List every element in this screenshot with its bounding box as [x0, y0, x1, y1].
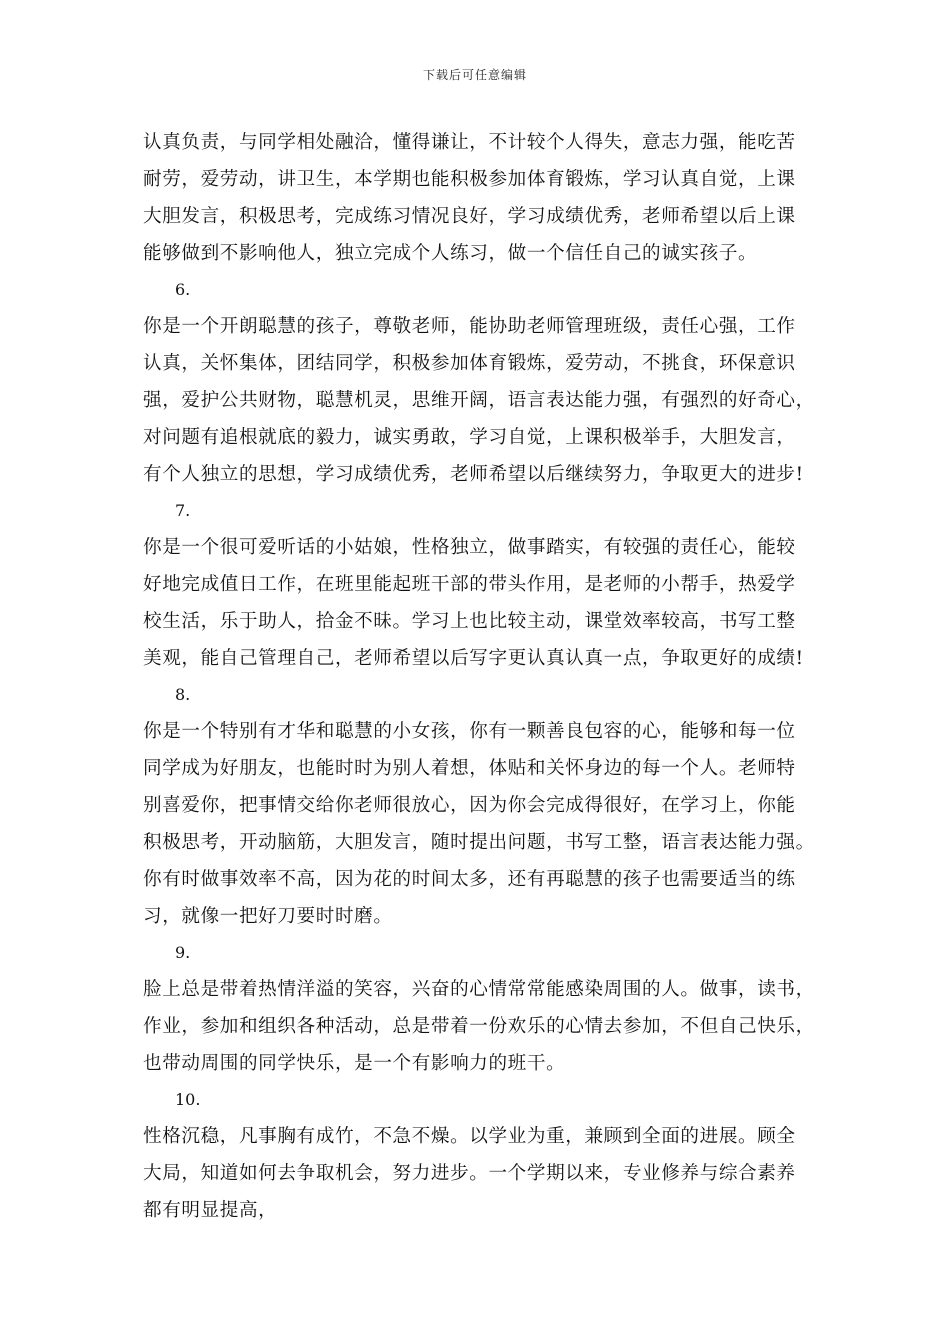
paragraph-line: 你是一个特别有才华和聪慧的小女孩，你有一颗善良包容的心，能够和每一位 — [143, 721, 796, 742]
paragraph-line: 别喜爱你，把事情交给你老师很放心，因为你会完成得很好，在学习上，你能 — [143, 795, 796, 816]
paragraph-line: 耐劳，爱劳动，讲卫生，本学期也能积极参加体育锻炼，学习认真自觉，上课 — [143, 169, 796, 190]
paragraph-line: 积极思考，开动脑筋，大胆发言，随时提出问题，书写工整，语言表达能力强。 — [143, 832, 815, 853]
paragraph-line: 习，就像一把好刀要时时磨。 — [143, 906, 393, 927]
paragraph-line: 同学成为好朋友，也能时时为别人着想，体贴和关怀身边的每一个人。老师特 — [143, 758, 796, 779]
paragraph-line: 能够做到不影响他人，独立完成个人练习，做一个信任自己的诚实孩子。 — [143, 243, 758, 264]
paragraph-line: 都有明显提高， — [143, 1200, 278, 1221]
item-number: 8. — [175, 685, 191, 704]
paragraph-line: 脸上总是带着热情洋溢的笑容，兴奋的心情常常能感染周围的人。做事，读书， — [143, 979, 815, 1000]
paragraph-line: 认真负责，与同学相处融洽，懂得谦让，不计较个人得失，意志力强，能吃苦 — [143, 132, 796, 153]
paragraph-line: 性格沉稳，凡事胸有成竹，不急不燥。以学业为重，兼顾到全面的进展。顾全 — [143, 1126, 796, 1147]
paragraph-line: 也带动周围的同学快乐，是一个有影响力的班干。 — [143, 1053, 566, 1074]
paragraph-line: 作业，参加和组织各种活动，总是带着一份欢乐的心情去参加，不但自己快乐， — [143, 1016, 815, 1037]
item-number: 10. — [175, 1090, 201, 1109]
paragraph-line: 大局，知道如何去争取机会，努力进步。一个学期以来，专业修养与综合素养 — [143, 1163, 796, 1184]
item-number: 6. — [175, 280, 191, 299]
paragraph-line: 校生活，乐于助人，拾金不昧。学习上也比较主动，课堂效率较高，书写工整 — [143, 611, 796, 632]
paragraph-line: 你是一个开朗聪慧的孩子，尊敬老师，能协助老师管理班级，责任心强，工作 — [143, 316, 796, 337]
paragraph-line: 强，爱护公共财物，聪慧机灵，思维开阔，语言表达能力强，有强烈的好奇心， — [143, 390, 815, 411]
item-number: 7. — [175, 501, 191, 520]
item-number: 9. — [175, 943, 191, 962]
paragraph-line: 好地完成值日工作，在班里能起班干部的带头作用，是老师的小帮手，热爱学 — [143, 574, 796, 595]
paragraph-line: 美观，能自己管理自己，老师希望以后写字更认真认真一点，争取更好的成绩! — [143, 648, 804, 669]
page-header-note: 下载后可任意编辑 — [422, 68, 527, 82]
paragraph-line: 你是一个很可爱听话的小姑娘，性格独立，做事踏实，有较强的责任心，能较 — [143, 537, 796, 558]
paragraph-line: 有个人独立的思想，学习成绩优秀，老师希望以后继续努力，争取更大的进步! — [143, 464, 804, 485]
paragraph-line: 你有时做事效率不高，因为花的时间太多，还有再聪慧的孩子也需要适当的练 — [143, 869, 796, 890]
document-body — [143, 124, 823, 1229]
paragraph-line: 对问题有追根就底的毅力，诚实勇敢，学习自觉，上课积极举手，大胆发言， — [143, 427, 796, 448]
paragraph-line: 大胆发言，积极思考，完成练习情况良好，学习成绩优秀，老师希望以后上课 — [143, 206, 796, 227]
paragraph-line: 认真，关怀集体，团结同学，积极参加体育锻炼，爱劳动，不挑食，环保意识 — [143, 353, 796, 374]
